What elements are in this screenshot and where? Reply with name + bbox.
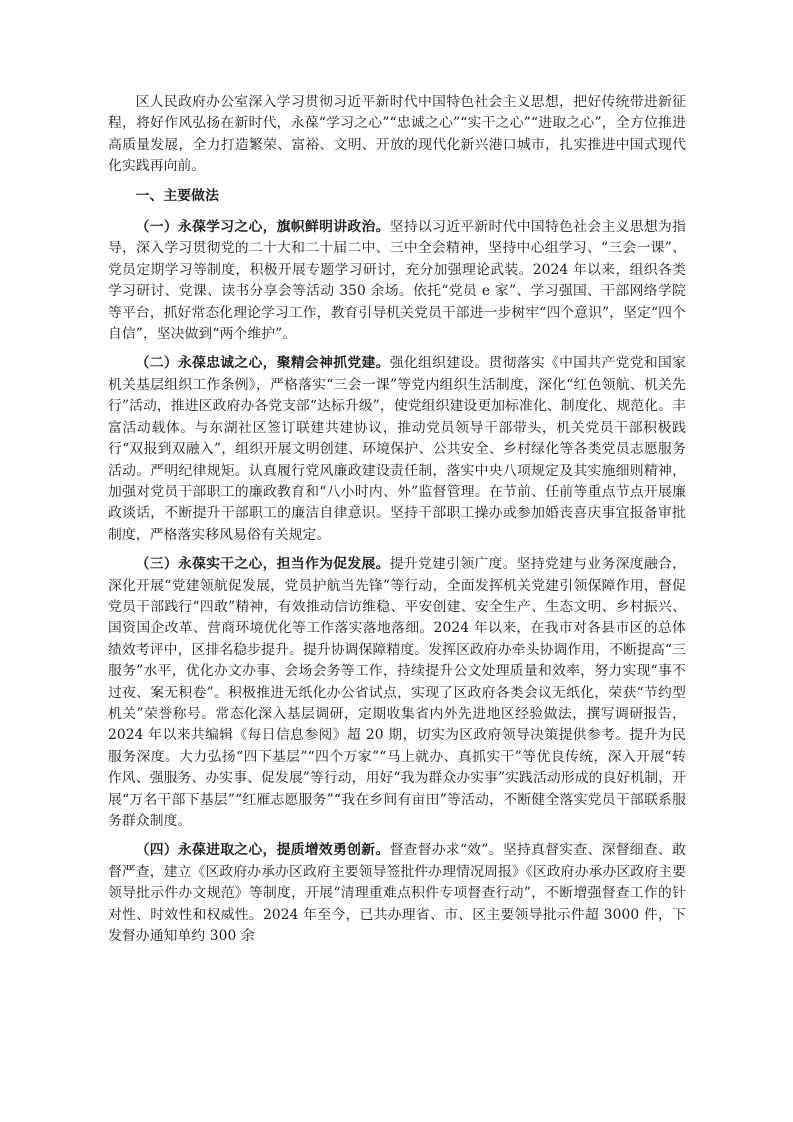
paragraph-lead: （一）永葆学习之心，旗帜鲜明讲政治。 <box>135 219 390 236</box>
intro-paragraph: 区人民政府办公室深入学习贯彻习近平新时代中国特色社会主义思想，把好传统带进新征程，将好作风弘扬在新时代，永葆“学习之心”“忠诚之心”“实干之心”“进取之心”，全方位推进高质量发展，全力打造繁荣、富裕、文明、开放的现代化新兴港口城市，扎实推进中国式现代化实践再向前。 <box>108 94 686 175</box>
paragraph-loyalty <box>108 353 686 546</box>
paragraph-action <box>108 554 686 832</box>
paragraph-body: 提升党建引领广度。坚持党建与业务深度融合，深化开展“党建领航促发展，党员护航当先锋”等行动，全面发挥机关党建引领保障作用，督促党员干部践行“四敢”精神，有效推动信访维稳、平安创建、安全生产、生态文明、乡村振兴、国资国企改革、营商环境优化等工作落实落地落细。2024 年以来，在我市对各县市区的总体绩效考评中，区排名稳步提升。提升协调保障精度。发挥区政府办牵头协调作用，不断提高“三服务”水平，优化办文办事、会场会务等工作，持续提升公文处理质量和效率，努力实现“事不过夜、案无积卷”。积极推进无纸化办公省试点，实现了区政府各类会议无纸化，荣获“节约型机关”荣誉称号。常态化深入基层调研，定期收集省内外先进地区经验做法，撰写调研报告，2024 年以来共编辑《每日信息参阅》超 20 期，切实为区政府领导决策提供参考。提升为民服务深度。大力弘扬“四下基层”“四个万家”“马上就办、真抓实干”等优良传统，深入开展“转作风、强服务、办实事、促发展”等行动，用好“我为群众办实事”实践活动形成的良好机制，开展“万名干部下基层”“红雁志愿服务”“我在乡间有亩田”等活动，不断健全落实党员干部联系服务群众制度。 <box>108 556 686 829</box>
document-page <box>108 92 686 955</box>
paragraph-body: 强化组织建设。贯彻落实《中国共产党党和国家机关基层组织工作条例》，严格落实“三会一课”等党内组织生活制度，深化“红色领航、机关先行”活动，推进区政府办各党支部“达标升级”，使党组织建设更加标准化、制度化、规范化。丰富活动载体。与东湖社区签订联建共建协议，推动党员领导干部带头，机关党员干部积极践行“双报到双融入”，组织开展文明创建、环境保护、公共安全、乡村绿化等各类党员志愿服务活动。严明纪律规矩。认真履行党风廉政建设责任制，落实中央八项规定及其实施细则精神，加强对党员干部职工的廉政教育和“八小时内、外”监督管理。在节前、任前等重点节点开展廉政谈话，不断提升干部职工的廉洁自律意识。坚持干部职工操办或参加婚丧喜庆事宜报备审批制度，严格落实移风易俗有关规定。 <box>108 355 686 543</box>
paragraph-progress <box>108 840 686 947</box>
paragraph-body: 坚持以习近平新时代中国特色社会主义思想为指导，深入学习贯彻党的二十大和二十届二中、三中全会精神，坚持中心组学习、“三会一课”、党员定期学习等制度，积极开展专题学习研讨，充分加强理论武装。2024 年以来，组织各类学习研讨、党课、读书分享会等活动 350 余场。依托“党员 e 家”、学习强国、干部网络学院等平台，抓好常态化理论学习工作，教育引导机关党员干部进一步树牢“四个意识”，坚定“四个自信”，坚决做到“两个维护”。 <box>108 219 686 343</box>
paragraph-lead: （三）永葆实干之心，担当作为促发展。 <box>135 556 390 573</box>
paragraph-lead: （二）永葆忠诚之心，聚精会神抓党建。 <box>135 355 390 372</box>
paragraph-study <box>108 217 686 345</box>
paragraph-lead: （四）永葆进取之心，提质增效勇创新。 <box>135 842 390 859</box>
section-heading: 一、主要做法 <box>135 187 219 204</box>
paragraph-body: 督查督办求“效”。坚持真督实查、深督细查、敢督严查，建立《区政府办承办区政府主要领导签批件办理情况周报》《区政府办承办区政府主要领导批示件办文规范》等制度，开展“清理重难点积件专项督查行动”，不断增强督查工作的针对性、时效性和权威性。2024 年至今，已共办理省、市、区主要领导批示件超 3000 件，下发督办通知单约 300 余 <box>108 842 686 945</box>
